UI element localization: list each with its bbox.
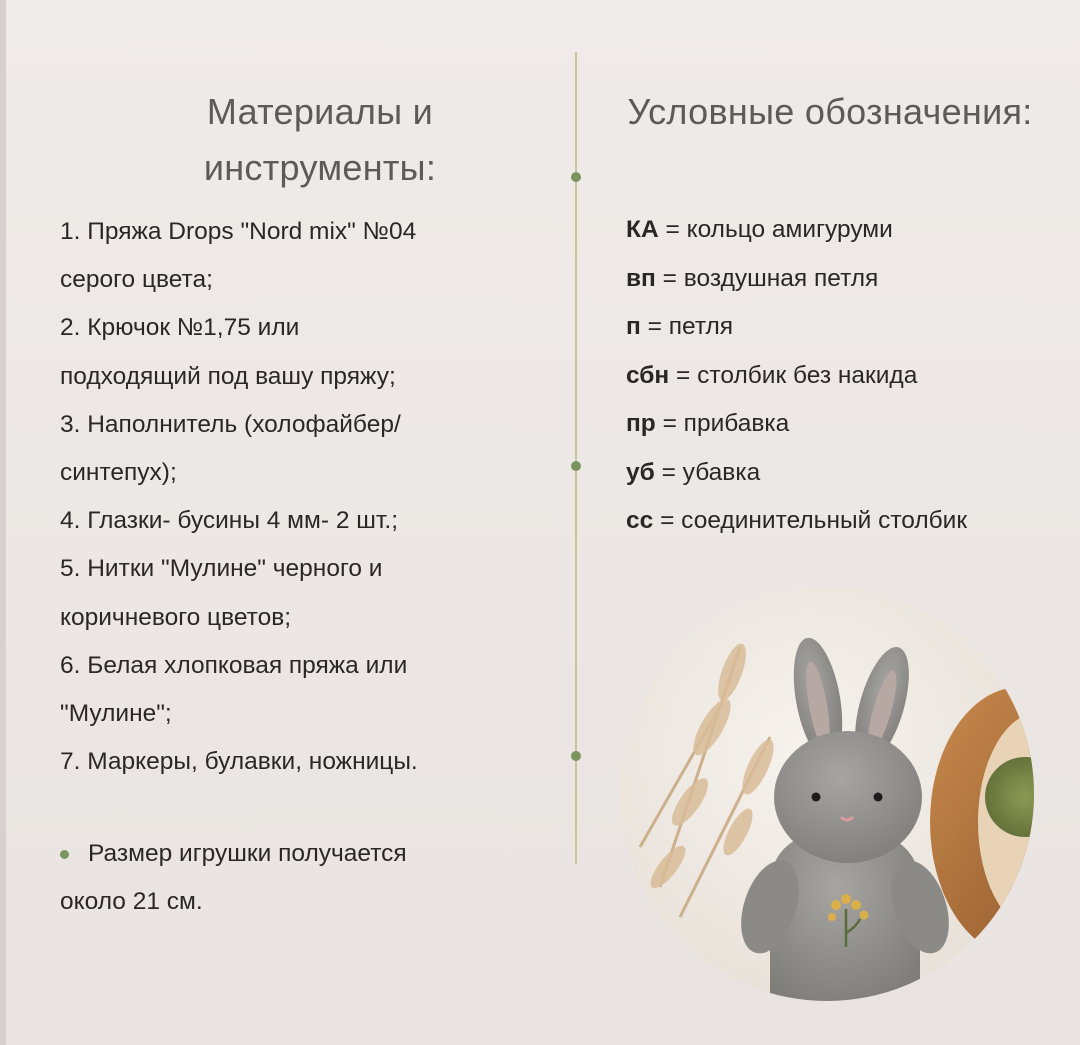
legend-abbr: КА <box>626 216 659 243</box>
materials-line: 7. Маркеры, булавки, ножницы. <box>60 748 418 776</box>
legend-abbr: сбн <box>626 361 670 389</box>
materials-line: 3. Наполнитель (холофайбер/ <box>60 410 401 438</box>
bunny-photo <box>620 587 1034 1001</box>
materials-line: подходящий под вашу пряжу; <box>60 362 396 390</box>
materials-heading-line1: Материалы и <box>206 91 434 132</box>
size-note-line1: Размер игрушки получается <box>88 840 407 867</box>
legend-meaning: = воздушная петля <box>655 264 879 292</box>
legend-meaning: = соединительный столбик <box>653 507 968 534</box>
materials-line: 2. Крючок №1,75 или <box>60 314 300 342</box>
left-edge <box>0 0 6 1045</box>
legend-list <box>626 206 1076 546</box>
divider-dot <box>571 461 581 471</box>
legend-item <box>626 497 1076 546</box>
legend-meaning: = петля <box>640 313 734 340</box>
materials-heading <box>120 84 520 196</box>
legend-abbr: сс <box>626 507 654 534</box>
materials-list <box>60 208 560 786</box>
materials-line: 4. Глазки- бусины 4 мм- 2 шт.; <box>60 507 399 535</box>
legend-item <box>626 449 1076 498</box>
divider-dot <box>571 751 581 761</box>
size-note-line2: около 21 см. <box>60 888 203 915</box>
materials-line: 5. Нитки "Мулине" черного и <box>60 555 383 583</box>
materials-line: 1. Пряжа Drops "Nord mix" №04 <box>60 218 417 245</box>
legend-abbr: вп <box>626 264 656 292</box>
legend-meaning: = убавка <box>654 458 761 486</box>
materials-line: синтепух); <box>60 458 177 486</box>
bullet-dot-icon <box>60 850 69 859</box>
legend-meaning: = прибавка <box>655 410 790 437</box>
crocheted-bunny-illustration <box>620 587 1034 1001</box>
legend-abbr: п <box>626 313 641 340</box>
legend-item <box>626 303 1076 352</box>
legend-meaning: = кольцо амигуруми <box>658 216 893 243</box>
materials-line: 6. Белая хлопковая пряжа или <box>60 651 408 679</box>
legend-item <box>626 400 1076 449</box>
legend-abbr: пр <box>626 410 656 437</box>
legend-meaning: = столбик без накида <box>669 361 918 389</box>
legend-heading: Условные обозначения: <box>627 91 1033 132</box>
materials-line: коричневого цветов; <box>60 603 292 631</box>
legend-abbr: уб <box>626 458 655 486</box>
divider-dot <box>571 172 581 182</box>
legend-item <box>626 352 1076 401</box>
materials-line: "Мулине"; <box>60 699 172 727</box>
size-note <box>60 830 560 926</box>
legend-item <box>626 255 1076 304</box>
legend-item <box>626 206 1076 255</box>
materials-line: серого цвета; <box>60 266 213 294</box>
materials-heading-line2: инструменты: <box>203 147 437 188</box>
